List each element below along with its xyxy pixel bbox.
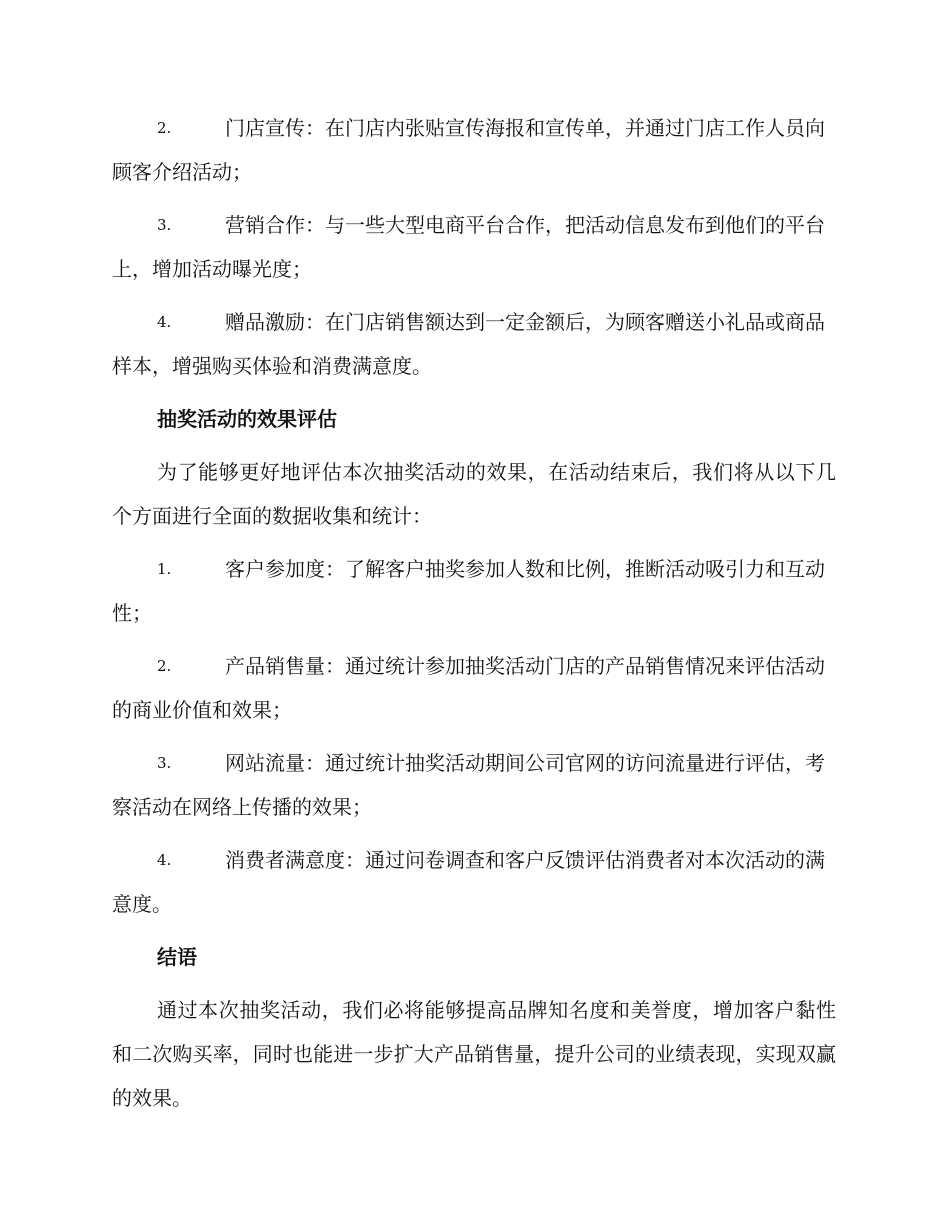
section-heading: 抽奖活动的效果评估 bbox=[157, 407, 337, 431]
list-number: 3. bbox=[157, 216, 172, 234]
section-intro-paragraph: 为了能够更好地评估本次抽奖活动的效果，在活动结束后，我们将从以下几个方面进行全面的数据收集和统计： bbox=[112, 460, 836, 528]
list-text: 产品销售量：通过统计参加抽奖活动门店的产品销售情况来评估活动的商业价值和效果； bbox=[112, 654, 825, 722]
list-item bbox=[112, 203, 836, 291]
list-number: 1. bbox=[157, 560, 172, 578]
list-number: 2. bbox=[157, 657, 172, 675]
list-item bbox=[112, 300, 836, 388]
list-item bbox=[112, 838, 836, 926]
list-text: 消费者满意度：通过问卷调查和客户反馈评估消费者对本次活动的满意度。 bbox=[112, 848, 825, 916]
list-item bbox=[112, 644, 836, 732]
list-text: 赠品激励：在门店销售额达到一定金额后，为顾客赠送小礼品或商品样本，增强购买体验和消费满意度。 bbox=[112, 310, 825, 378]
list-text: 门店宣传：在门店内张贴宣传海报和宣传单，并通过门店工作人员向顾客介绍活动； bbox=[112, 116, 825, 184]
list-text: 网站流量：通过统计抽奖活动期间公司官网的访问流量进行评估，考察活动在网络上传播的效果； bbox=[112, 751, 825, 819]
list-number: 4. bbox=[157, 851, 172, 869]
list-number: 4. bbox=[157, 313, 172, 331]
list-item bbox=[112, 106, 836, 194]
section-heading: 结语 bbox=[157, 945, 197, 969]
list-number: 2. bbox=[157, 119, 172, 137]
conclusion-paragraph: 通过本次抽奖活动，我们必将能够提高品牌知名度和美誉度，增加客户黏性和二次购买率，同时也能进一步扩大产品销售量，提升公司的业绩表现，实现双赢的效果。 bbox=[112, 998, 836, 1110]
list-item bbox=[112, 547, 836, 635]
document-content bbox=[112, 106, 836, 1129]
list-text: 营销合作：与一些大型电商平台合作，把活动信息发布到他们的平台上，增加活动曝光度； bbox=[112, 213, 825, 281]
list-number: 3. bbox=[157, 754, 172, 772]
list-text: 客户参加度：了解客户抽奖参加人数和比例，推断活动吸引力和互动性； bbox=[112, 557, 825, 625]
list-item bbox=[112, 741, 836, 829]
